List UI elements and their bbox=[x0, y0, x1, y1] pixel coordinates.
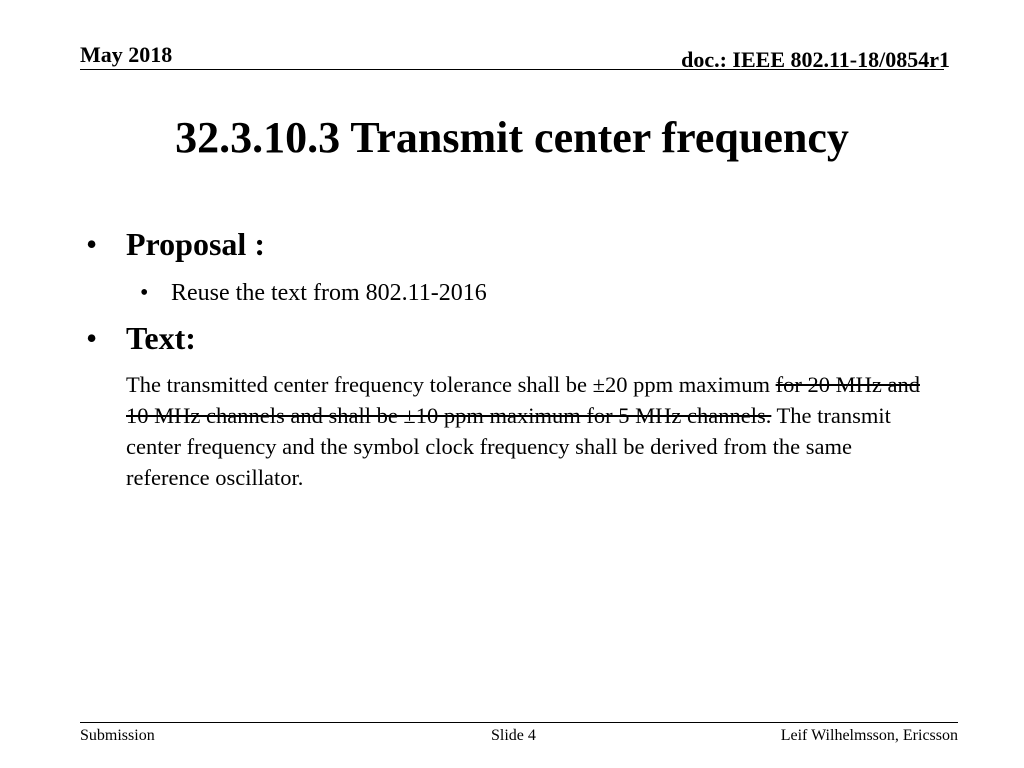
spec-text-struck: for 20 MHz and 10 MHz channels and shall be ±10 ppm maximum for 5 MHz channels. bbox=[126, 372, 920, 428]
spec-text-part2: The transmit center frequency and the symbol clock frequency shall be derived from the same reference oscillator. bbox=[126, 403, 891, 490]
footer-submission: Submission bbox=[80, 727, 155, 744]
header-doc-id: doc.: IEEE 802.11-18/0854r1 bbox=[681, 47, 950, 72]
footer-divider bbox=[80, 722, 958, 723]
header-date: May 2018 bbox=[80, 42, 173, 67]
footer-author: Leif Wilhelmsson, Ericsson bbox=[780, 727, 958, 744]
bullet-dot-icon: • bbox=[86, 226, 98, 262]
slide-title: 32.3.10.3 Transmit center frequency bbox=[175, 113, 849, 162]
spec-text-part1: The transmitted center frequency tolerance shall be ±20 ppm maximum bbox=[126, 372, 776, 397]
sub-bullet-dot-icon: • bbox=[140, 280, 149, 306]
spec-paragraph bbox=[126, 369, 936, 493]
bullet-text-label: Text: bbox=[126, 320, 196, 356]
footer-slide-number: Slide 4 bbox=[491, 727, 536, 744]
bullet-dot-icon: • bbox=[86, 320, 98, 356]
bullet-proposal-label: Proposal : bbox=[126, 226, 265, 262]
sub-bullet-reuse-text: Reuse the text from 802.11-2016 bbox=[171, 280, 487, 306]
header-divider bbox=[80, 69, 944, 70]
